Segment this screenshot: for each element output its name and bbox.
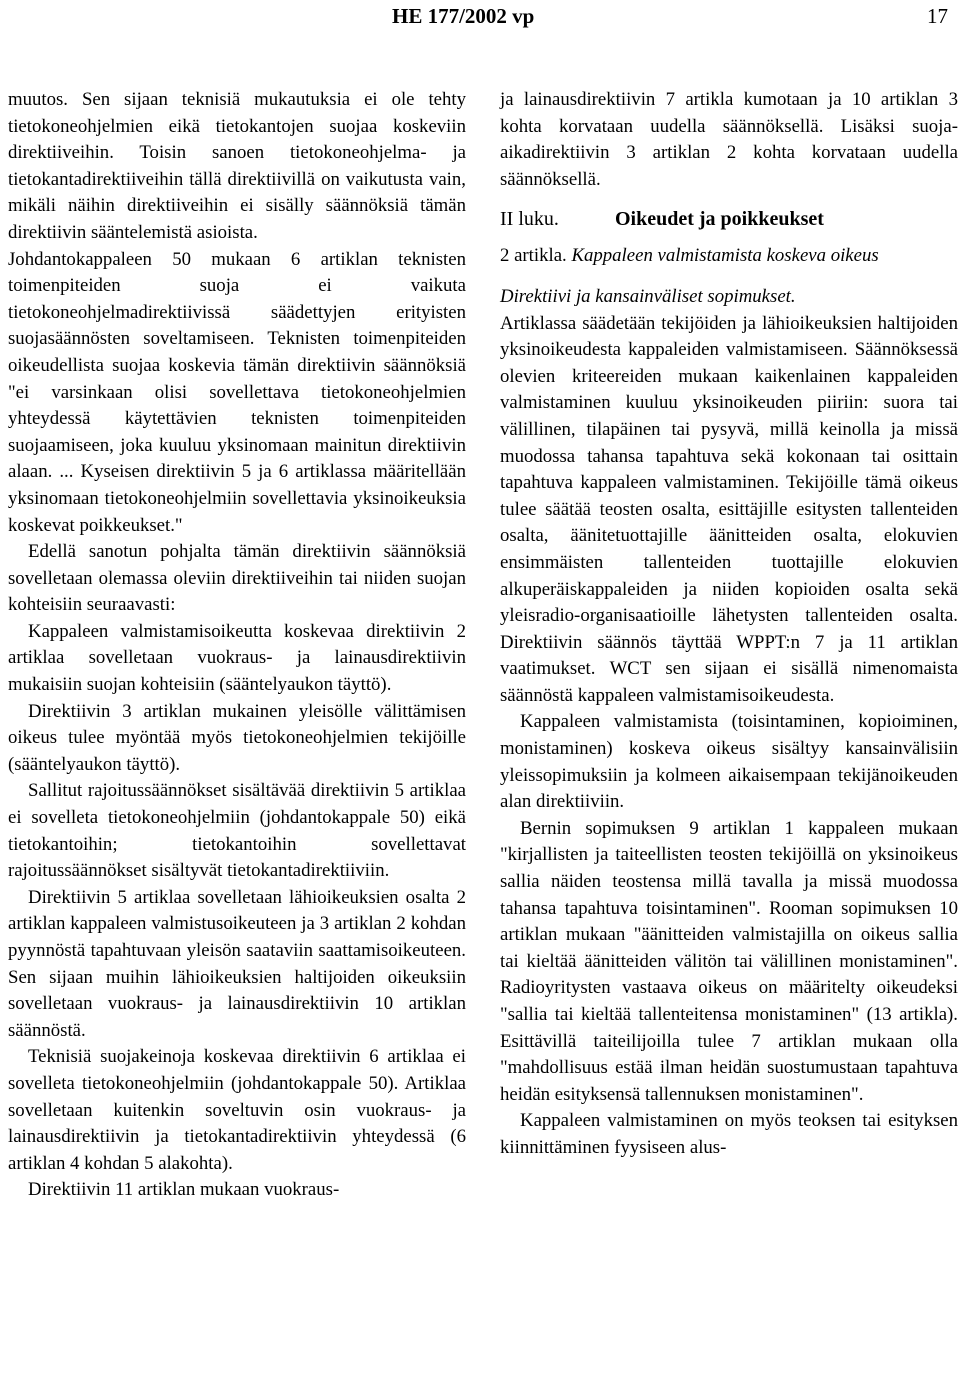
article-heading xyxy=(500,243,958,270)
paragraph: Kappaleen valmistaminen on myös teoksen tai esityksen kiinnittäminen fyysiseen alus- xyxy=(500,1110,958,1158)
paragraph: Direktiivin 11 artiklan mukaan vuokraus- xyxy=(28,1179,340,1201)
article-number: 2 artikla. xyxy=(500,245,567,267)
right-column xyxy=(500,87,958,1162)
paragraph: Bernin sopimuksen 9 artiklan 1 kappaleen mukaan "kirjallisten ja taiteellisten teosten tekijöillä on yksinoikeus sallia näiden teostensa millä tavalla ja missä muodossa tahansa tapahtuva toisintaminen". Rooman sopimuksen 10 artiklan mukaan "äänitteiden valmistajilla on oikeus sallia tai kieltää äänitteiden välitön tai välillinen monistaminen". Radioyritysten vastaava oikeus on määritelty oikeudeksi "sallia tai kieltää tallenteitensa monistaminen" (13 artikla). Esittävillä taiteilijoilla tulee 7 artiklan mukaan olla "mahdollisuus estää ilman heidän suostumustaan tapahtuva heidän esityksensä tallennuksen monistaminen". xyxy=(500,817,958,1105)
document-id: HE 177/2002 vp xyxy=(392,4,535,28)
paragraph: Artiklassa säädetään tekijöiden ja lähioikeuksien haltijoiden yksinoikeudesta kappaleiden valmistamiseen. Säännöksessä olevien kriteereiden mukaan kaikenlainen kappaleiden valmistaminen kuuluu yksinoikeuden piiriin: suora tai välillinen, tilapäinen tai pysyvä, millä keinolla ja missä muodossa tahansa tapahtuva sekä kokonaan tai osittain tapahtuva kappaleen valmistaminen. Tekijöille tämä oikeus tulee säätää teosten osalta, esittäjille esitysten tallenteiden osalta, äänitetuottajille äänitteiden osalta, elokuvien ensimmäisten tallenteiden tuottajille elokuvien alkuperäiskappaleiden ja niiden kopioiden osalta sekä yleisradio-organisaatioille lähetysten tallenteiden osalta. Direktiivin säännös täyttää WPPT:n 7 ja 11 artiklan vaatimukset. WCT sen sijaan ei sisällä nimenomaista säännöstä kappaleen valmistamisoikeudesta. xyxy=(500,312,958,706)
article-title: Kappaleen valmistamista koskeva oikeus xyxy=(571,245,879,267)
paragraph: Sallitut rajoitussäännökset sisältävää direktiivin 5 artiklaa ei sovelleta tietokoneohjelmiin (johdantokappale 50) eikä tietokantoihin; tietokantoihin sovellettavat rajoitussäännökset sisältyvät tietokantadirektiiviin. xyxy=(8,780,466,882)
paragraph: Direktiivin 3 artiklan mukainen yleisölle välittämisen oikeus tulee myöntää myös tietokoneohjelmien tekijöille (sääntelyaukon täyttö). xyxy=(8,700,466,775)
paragraph: Kappaleen valmistamista (toisintaminen, kopioiminen, monistaminen) koskeva oikeus sisältyy kansainvälisiin yleissopimuksiin ja kolmeen aikaisempaan tekijänoikeuden alan direktiiviin. xyxy=(500,711,958,813)
paragraph: Kappaleen valmistamisoikeutta koskevaa direktiivin 2 artiklaa sovelletaan vuokraus- ja lainausdirektiivin mukaisiin suojan kohteisiin (sääntelyaukon täyttö). xyxy=(8,620,466,696)
paragraph: Edellä sanotun pohjalta tämän direktiivin säännöksiä sovelletaan olemassa oleviin direktiiveihin tai niiden suojan kohteisiin seuraavasti: xyxy=(8,541,466,616)
paragraph: ja lainausdirektiivin 7 artikla kumotaan ja 10 artiklan 3 kohta korvataan uudella säännöksellä. Lisäksi suoja-aikadirektiivin 3 artiklan 2 kohta korvataan uudella säännöksellä. xyxy=(500,89,958,190)
paragraph-lead: Direktiivi ja kansainväliset sopimukset. xyxy=(500,285,796,307)
paragraph: Johdantokappaleen 50 mukaan 6 artiklan teknisten toimenpiteiden suoja ei vaikuta tietokoneohjelmadirektiivissä säädettyjen erityisten suojasäännösten soveltamiseen. Teknisten toimenpiteiden oikeudellista suojaa koskevia tämän direktiivin säännöksiä "ei varsinkaan olisi sovellettava tietokoneohjelmien yhteydessä käytettävien teknisten toimenpiteiden suojaamiseen, joka kuuluu yksinomaan mainitun direktiivin alaan. ... Kyseisen direktiivin 5 ja 6 artiklassa määritellään yksinomaan tietokoneohjelmiin sovellettavia yksinoikeuksia koskevat poikkeukset." xyxy=(8,248,466,536)
paragraph: Teknisiä suojakeinoja koskevaa direktiivin 6 artiklaa ei sovelleta tietokoneohjelmiin (johdantokappale 50). Artiklaa sovelletaan kuitenkin soveltuvin osin vuokraus- ja lainausdirektiivin ja tietokantadirektiivin yhteydessä (6 artiklan 4 kohdan 5 alakohta). xyxy=(8,1046,466,1174)
paragraph: Direktiivin 5 artiklaa sovelletaan lähioikeuksien osalta 2 artiklan kappaleen valmistusoikeuteen ja 3 artiklan 2 kohdan pyynnöstä tapahtuvaan yleisön saataviin saattamisoikeuteen. Sen sijaan muihin lähioikeuksien haltijoiden oikeuksiin sovelletaan vuokraus- ja lainausdirektiivin 10 artiklan säännöstä. xyxy=(8,886,466,1041)
page-number: 17 xyxy=(927,4,948,28)
paragraph: muutos. Sen sijaan teknisiä mukautuksia ei ole tehty tietokoneohjelmien eikä tietokantojen suojaa koskeviin direktiiveihin. Toisin sanoen tietokoneohjelma- ja tietokantadirektiiveihin tällä direktiivillä on vaikutusta vain, mikäli näihin direktiiveihin ei sisälly säännöksiä tämän direktiivin sääntelemistä asioista. xyxy=(8,89,466,243)
chapter-title: Oikeudet ja poikkeukset xyxy=(615,208,824,231)
chapter-heading xyxy=(500,205,958,233)
page-header xyxy=(0,0,960,30)
chapter-number: II luku. xyxy=(500,208,559,231)
left-column xyxy=(8,87,466,1204)
